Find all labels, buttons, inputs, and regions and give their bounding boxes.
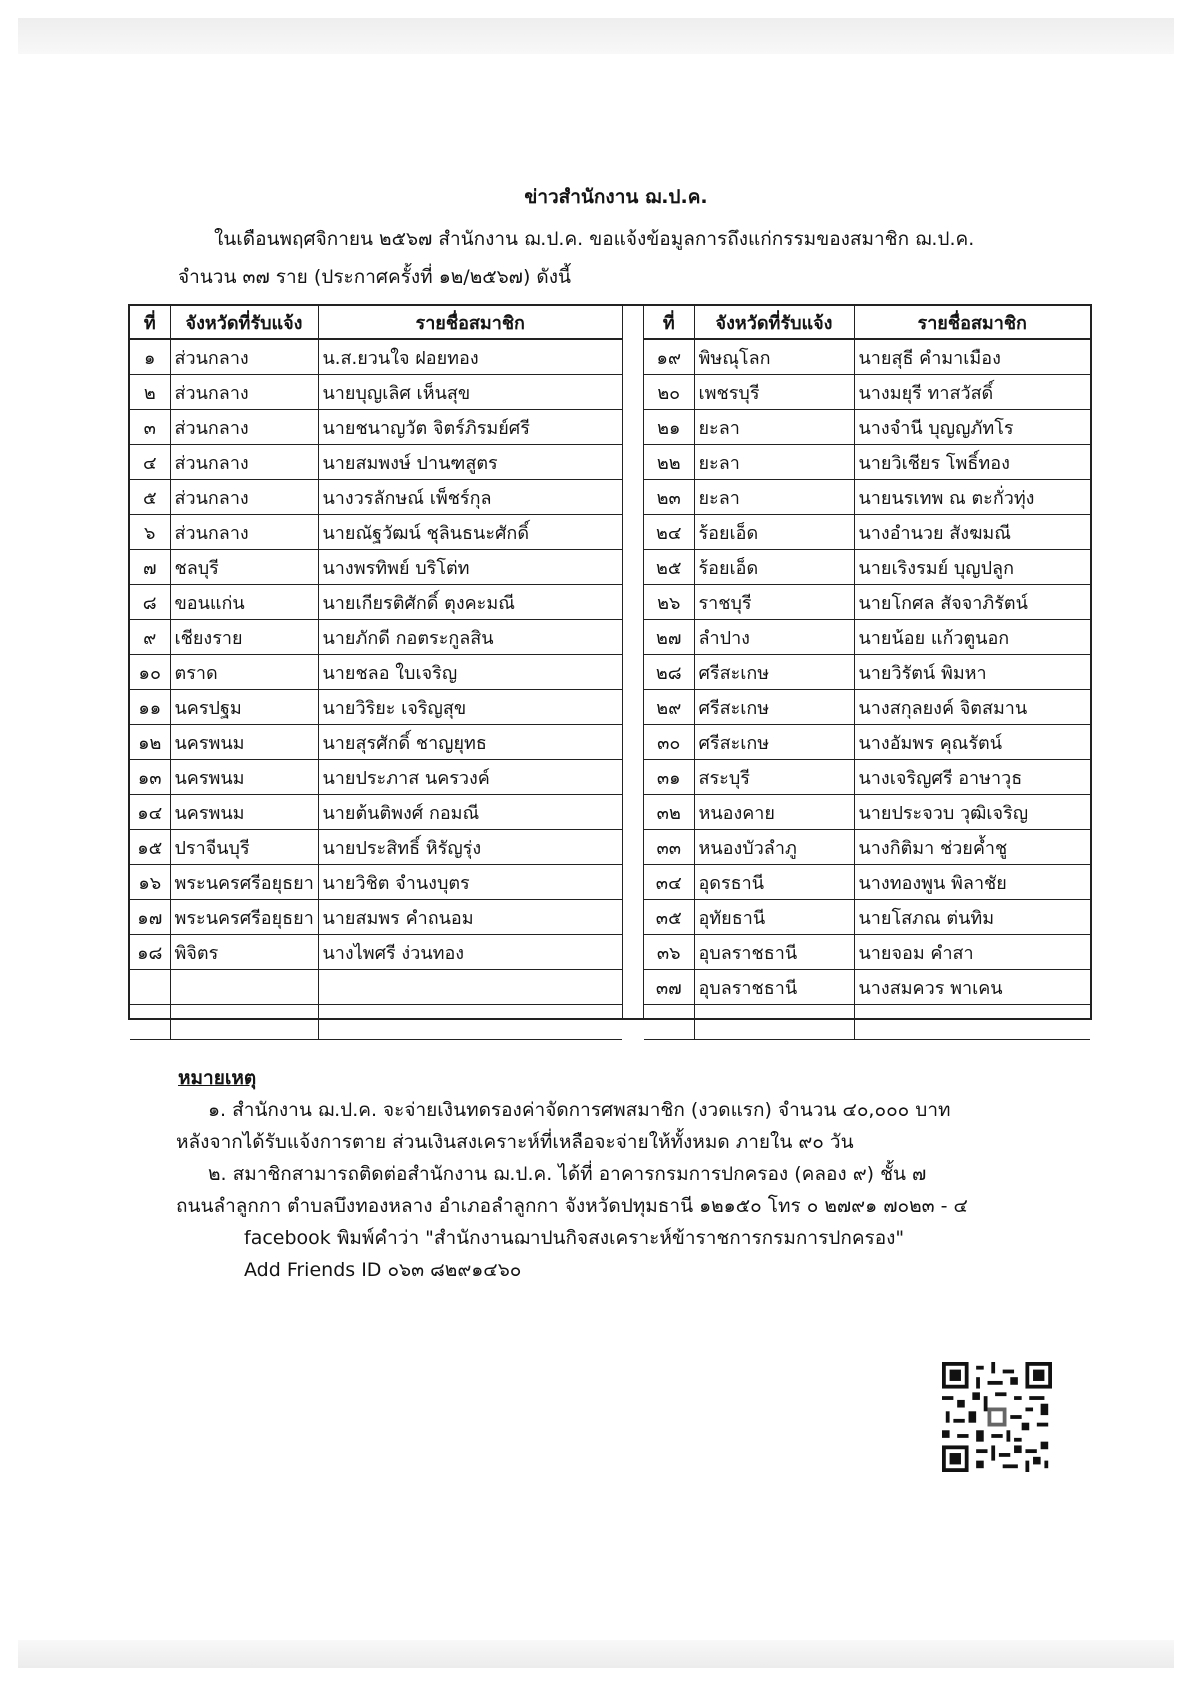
row-member-name: นายประจวบ วุฒิเจริญ <box>854 795 1090 830</box>
row-number: ๒๒ <box>644 445 694 480</box>
table-row <box>644 620 1090 655</box>
row-province: ร้อยเอ็ด <box>694 515 854 550</box>
row-member-name: นายประสิทธิ์ หิรัญรุ่ง <box>318 830 622 865</box>
row-member-name: นางจำนี บุญญภัทโร <box>854 410 1090 445</box>
row-member-name: นางสกุลยงค์ จิตสมาน <box>854 690 1090 725</box>
table-row <box>644 795 1090 830</box>
table-row <box>130 655 622 690</box>
row-province: สระบุรี <box>694 760 854 795</box>
table-row <box>644 375 1090 410</box>
row-number: ๓ <box>130 410 170 445</box>
row-province: ส่วนกลาง <box>170 375 318 410</box>
row-number: ๒๘ <box>644 655 694 690</box>
row-member-name: นายวิชิต จำนงบุตร <box>318 865 622 900</box>
table-row <box>130 1005 622 1040</box>
row-number: ๒๓ <box>644 480 694 515</box>
table-divider <box>622 306 644 1018</box>
row-province: ยะลา <box>694 410 854 445</box>
row-province: ส่วนกลาง <box>170 445 318 480</box>
header-no: ที่ <box>644 306 694 339</box>
empty-cell <box>644 1005 694 1040</box>
intro-line-2: จำนวน ๓๗ ราย (ประกาศครั้งที่ ๑๒/๒๕๖๗) ดังนี้ <box>178 266 572 288</box>
document-header <box>0 182 1192 292</box>
row-member-name: นายวิริยะ เจริญสุข <box>318 690 622 725</box>
row-member-name: นายวิเชียร โพธิ์ทอง <box>854 445 1090 480</box>
table-row <box>130 690 622 725</box>
table-row <box>644 900 1090 935</box>
row-province: นครพนม <box>170 725 318 760</box>
table-row <box>644 760 1090 795</box>
row-number: ๓๔ <box>644 865 694 900</box>
table-row <box>130 865 622 900</box>
header-no: ที่ <box>130 306 170 339</box>
table-row <box>644 655 1090 690</box>
table-row <box>130 480 622 515</box>
row-number: ๓๒ <box>644 795 694 830</box>
row-number: ๑๘ <box>130 935 170 970</box>
row-number: ๑๔ <box>130 795 170 830</box>
row-province: อุดรธานี <box>694 865 854 900</box>
row-member-name: นายโกศล สัจจาภิรัตน์ <box>854 585 1090 620</box>
row-province: พิจิตร <box>170 935 318 970</box>
row-province: ส่วนกลาง <box>170 480 318 515</box>
row-province: ปราจีนบุรี <box>170 830 318 865</box>
row-province: หนองบัวลำภู <box>694 830 854 865</box>
scan-border-bottom <box>18 1640 1174 1668</box>
row-province: ราชบุรี <box>694 585 854 620</box>
empty-cell <box>318 1005 622 1040</box>
row-province: ตราด <box>170 655 318 690</box>
row-member-name: นายบุญเลิศ เห็นสุข <box>318 375 622 410</box>
row-province: พิษณุโลก <box>694 339 854 375</box>
row-number: ๘ <box>130 585 170 620</box>
intro-line-1: ในเดือนพฤศจิกายน ๒๕๖๗ สำนักงาน ฌ.ป.ค. ขอแจ้งข้อมูลการถึงแก่กรรมของสมาชิก ฌ.ป.ค. <box>214 228 975 250</box>
row-number: ๓๓ <box>644 830 694 865</box>
table-row <box>644 725 1090 760</box>
table-row <box>130 795 622 830</box>
table-row <box>644 339 1090 375</box>
note-2-line-1: ๒. สมาชิกสามารถติดต่อสำนักงาน ฌ.ป.ค. ได้ที่ อาคารกรมการปกครอง (คลอง ๙) ชั้น ๗ <box>208 1163 927 1185</box>
row-number: ๓๕ <box>644 900 694 935</box>
row-province: ยะลา <box>694 480 854 515</box>
row-member-name: นายนรเทพ ณ ตะกั่วทุ่ง <box>854 480 1090 515</box>
facebook-line: facebook พิมพ์คำว่า "สำนักงานฌาปนกิจสงเคราะห์ข้าราชการกรมการปกครอง" <box>244 1227 905 1249</box>
table-row <box>644 935 1090 970</box>
row-member-name: นายณัฐวัฒน์ ชุลินธนะศักดิ์ <box>318 515 622 550</box>
row-member-name: นายน้อย แก้วตูนอก <box>854 620 1090 655</box>
row-member-name: นางสมควร พาเคน <box>854 970 1090 1005</box>
row-member-name: นางอำนวย สังฆมณี <box>854 515 1090 550</box>
header-province: จังหวัดที่รับแจ้ง <box>694 306 854 339</box>
table-row <box>644 585 1090 620</box>
empty-cell <box>170 970 318 1005</box>
row-province: ศรีสะเกษ <box>694 655 854 690</box>
note-1-line-2: หลังจากได้รับแจ้งการตาย ส่วนเงินสงเคราะห์ที่เหลือจะจ่ายให้ทั้งหมด ภายใน ๙๐ วัน <box>176 1131 854 1153</box>
row-member-name: นางมยุรี ทาสวัสดิ์ <box>854 375 1090 410</box>
note-1-line-1: ๑. สำนักงาน ฌ.ป.ค. จะจ่ายเงินทดรองค่าจัดการศพสมาชิก (งวดแรก) จำนวน ๔๐,๐๐๐ บาท <box>208 1099 951 1121</box>
row-member-name: นางพรทิพย์ บริโต่ท <box>318 550 622 585</box>
member-table <box>128 304 1092 1020</box>
row-province: ส่วนกลาง <box>170 339 318 375</box>
row-province: หนองคาย <box>694 795 854 830</box>
row-member-name: นายสมพงษ์ ปานฑสูตร <box>318 445 622 480</box>
table-row <box>130 410 622 445</box>
table-row <box>130 620 622 655</box>
row-province: อุบลราชธานี <box>694 935 854 970</box>
row-number: ๑๖ <box>130 865 170 900</box>
row-number: ๒๖ <box>644 585 694 620</box>
table-row <box>130 830 622 865</box>
empty-cell <box>318 970 622 1005</box>
empty-cell <box>130 970 170 1005</box>
document-title: ข่าวสำนักงาน ฌ.ป.ค. <box>524 186 708 208</box>
row-member-name: นายประภาส นครวงค์ <box>318 760 622 795</box>
table-row <box>644 410 1090 445</box>
table-row <box>130 445 622 480</box>
row-province: อุทัยธานี <box>694 900 854 935</box>
row-province: เพชรบุรี <box>694 375 854 410</box>
row-member-name: นายชนาญวัต จิตร์ภิรมย์ศรี <box>318 410 622 445</box>
row-number: ๒๔ <box>644 515 694 550</box>
row-member-name: นางอัมพร คุณรัตน์ <box>854 725 1090 760</box>
table-row <box>644 830 1090 865</box>
table-row <box>644 445 1090 480</box>
row-member-name: นายสุธี คำมาเมือง <box>854 339 1090 375</box>
table-row <box>644 690 1090 725</box>
table-row <box>644 1005 1090 1040</box>
row-province: อุบลราชธานี <box>694 970 854 1005</box>
member-table-left <box>130 306 622 1040</box>
row-number: ๑๐ <box>130 655 170 690</box>
empty-cell <box>694 1005 854 1040</box>
row-province: พระนครศรีอยุธยา <box>170 900 318 935</box>
row-province: นครพนม <box>170 795 318 830</box>
row-member-name: นางไพศรี ง่วนทอง <box>318 935 622 970</box>
empty-cell <box>854 1005 1090 1040</box>
table-row <box>644 865 1090 900</box>
table-row <box>130 515 622 550</box>
row-number: ๓๖ <box>644 935 694 970</box>
table-row <box>644 480 1090 515</box>
row-member-name: นายโสภณ ต่นทิม <box>854 900 1090 935</box>
row-number: ๖ <box>130 515 170 550</box>
row-number: ๒๙ <box>644 690 694 725</box>
row-number: ๒๗ <box>644 620 694 655</box>
row-number: ๓๗ <box>644 970 694 1005</box>
row-member-name: นายภักดี กอตระกูลสิน <box>318 620 622 655</box>
row-province: ขอนแก่น <box>170 585 318 620</box>
row-province: ส่วนกลาง <box>170 410 318 445</box>
row-province: พระนครศรีอยุธยา <box>170 865 318 900</box>
row-number: ๙ <box>130 620 170 655</box>
table-row <box>130 935 622 970</box>
table-row <box>644 550 1090 585</box>
row-member-name: นายวิรัตน์ พิมหา <box>854 655 1090 690</box>
row-province: เชียงราย <box>170 620 318 655</box>
row-number: ๑๒ <box>130 725 170 760</box>
row-member-name: นายสมพร คำถนอม <box>318 900 622 935</box>
header-member-name: รายชื่อสมาชิก <box>854 306 1090 339</box>
row-number: ๒๕ <box>644 550 694 585</box>
row-number: ๔ <box>130 445 170 480</box>
line-id: Add Friends ID ๐๖๓ ๘๒๙๑๔๖๐ <box>244 1259 522 1281</box>
row-number: ๒ <box>130 375 170 410</box>
row-province: ลำปาง <box>694 620 854 655</box>
row-member-name: นายเริงรมย์ บุญปลูก <box>854 550 1090 585</box>
row-province: ชลบุรี <box>170 550 318 585</box>
row-member-name: นายจอม คำสา <box>854 935 1090 970</box>
row-province: ศรีสะเกษ <box>694 725 854 760</box>
row-number: ๒๑ <box>644 410 694 445</box>
table-row <box>130 585 622 620</box>
notes-heading: หมายเหตุ <box>178 1067 257 1089</box>
table-row <box>130 550 622 585</box>
row-member-name: นางกิติมา ช่วยค้ำชู <box>854 830 1090 865</box>
row-member-name: นายต้นติพงศ์ กอมณี <box>318 795 622 830</box>
row-member-name: นางวรลักษณ์ เพ็ชร์กุล <box>318 480 622 515</box>
row-number: ๑๑ <box>130 690 170 725</box>
header-province: จังหวัดที่รับแจ้ง <box>170 306 318 339</box>
table-row <box>130 375 622 410</box>
row-number: ๑๓ <box>130 760 170 795</box>
scan-border-top <box>18 18 1174 54</box>
row-number: ๑๕ <box>130 830 170 865</box>
row-number: ๓๑ <box>644 760 694 795</box>
note-2-line-2: ถนนลำลูกกา ตำบลบึงทองหลาง อำเภอลำลูกกา จังหวัดปทุมธานี ๑๒๑๕๐ โทร ๐ ๒๗๙๑ ๗๐๒๓ - ๔ <box>176 1195 968 1217</box>
row-member-name: นางทองพูน พิลาชัย <box>854 865 1090 900</box>
row-number: ๗ <box>130 550 170 585</box>
row-number: ๕ <box>130 480 170 515</box>
member-table-right <box>644 306 1090 1040</box>
table-row <box>644 970 1090 1005</box>
row-province: ศรีสะเกษ <box>694 690 854 725</box>
table-row <box>130 339 622 375</box>
row-province: ยะลา <box>694 445 854 480</box>
table-row <box>130 760 622 795</box>
table-row <box>130 970 622 1005</box>
row-province: ร้อยเอ็ด <box>694 550 854 585</box>
row-member-name: นายสุรศักดิ์ ชาญยุทธ <box>318 725 622 760</box>
table-row <box>644 515 1090 550</box>
table-row <box>130 725 622 760</box>
row-number: ๑๙ <box>644 339 694 375</box>
row-member-name: นายชลอ ใบเจริญ <box>318 655 622 690</box>
qr-code-icon <box>942 1362 1052 1472</box>
row-member-name: นายเกียรติศักดิ์ ตุงคะมณี <box>318 585 622 620</box>
row-number: ๑ <box>130 339 170 375</box>
row-number: ๑๗ <box>130 900 170 935</box>
empty-cell <box>170 1005 318 1040</box>
row-province: นครปฐม <box>170 690 318 725</box>
row-number: ๓๐ <box>644 725 694 760</box>
row-province: นครพนม <box>170 760 318 795</box>
row-number: ๒๐ <box>644 375 694 410</box>
empty-cell <box>130 1005 170 1040</box>
row-member-name: น.ส.ยวนใจ ฝอยทอง <box>318 339 622 375</box>
table-row <box>130 900 622 935</box>
row-member-name: นางเจริญศรี อาษาวุธ <box>854 760 1090 795</box>
row-province: ส่วนกลาง <box>170 515 318 550</box>
header-member-name: รายชื่อสมาชิก <box>318 306 622 339</box>
notes-section <box>178 1062 968 1286</box>
